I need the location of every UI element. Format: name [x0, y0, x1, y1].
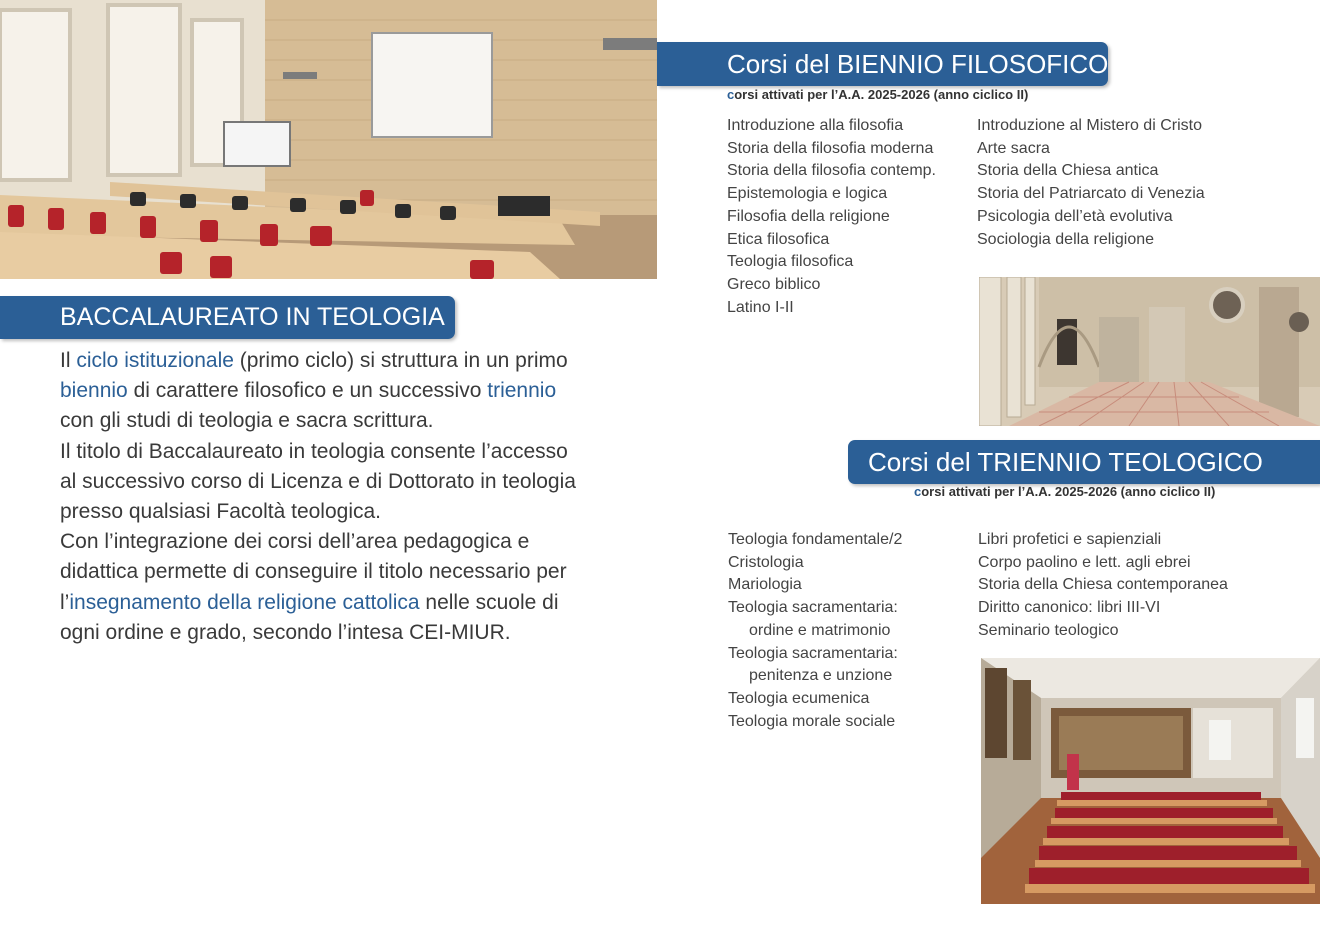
list-item: Latino I-II	[727, 298, 794, 316]
triennio-subtitle	[914, 484, 1215, 499]
list-item: Storia della filosofia moderna	[727, 139, 934, 157]
highlight-ciclo-istituzionale: ciclo istituzionale	[76, 349, 234, 372]
text-run: nelle scuole di ogni ordine e grado, secondo l’intesa CEI-MIUR.	[60, 590, 559, 644]
list-item: Mariologia	[728, 576, 802, 594]
cloister-photo	[979, 277, 1320, 426]
triennio-courses-col2	[978, 529, 1228, 643]
biennio-courses-col1	[727, 115, 936, 319]
biennio-subtitle	[727, 87, 1028, 102]
list-item: Libri profetici e sapienziali	[978, 531, 1162, 548]
triennio-title: Corsi del TRIENNIO TEOLOGICO	[868, 446, 1263, 477]
highlight-insegnamento-religione: insegnamento della religione cattolica	[69, 590, 420, 614]
subtitle-text: orsi attivati per l’A.A. 2025-2026 (anno ciclico II)	[921, 484, 1216, 499]
list-item: Teologia morale sociale	[728, 712, 896, 730]
biennio-title-banner	[657, 42, 1108, 86]
description-paragraph-2: Il titolo di Baccalaureato in teologia consente l’accesso al successivo corso di Licenza e di Dottorato in teologia presso qualsiasi Facoltà teologica.	[60, 439, 576, 524]
list-item: Teologia sacramentaria:	[728, 599, 898, 617]
list-item: Epistemologia e logica	[727, 185, 888, 203]
highlight-biennio: biennio	[60, 379, 128, 403]
list-item: Cristologia	[728, 553, 804, 571]
list-item: Storia della filosofia contemp.	[727, 162, 936, 180]
list-item: Corpo paolino e lett. agli ebrei	[978, 553, 1191, 571]
baccalaureato-description	[60, 346, 580, 648]
list-item: Introduzione al Mistero di Cristo	[977, 117, 1202, 134]
list-item: Storia del Patriarcato di Venezia	[977, 185, 1205, 203]
list-item: Sociologia della religione	[977, 230, 1155, 248]
subtitle-initial: c	[914, 484, 922, 499]
list-item: Diritto canonico: libri III-VI	[978, 599, 1161, 617]
text-run: di carattere filosofico e un successivo	[127, 379, 488, 403]
text-run: (primo ciclo) si struttura in un primo	[233, 349, 568, 372]
text-run: Il	[60, 349, 77, 372]
text-run: con gli studi di teologia e sacra scrittura.	[60, 409, 434, 433]
baccalaureato-title-banner	[0, 296, 455, 339]
subtitle-initial: c	[727, 87, 735, 102]
list-item: Greco biblico	[727, 275, 821, 293]
list-item: Teologia fondamentale/2	[728, 531, 903, 548]
list-item: Seminario teologico	[978, 621, 1119, 639]
list-item: Filosofia della religione	[727, 207, 890, 225]
biennio-title: Corsi del BIENNIO FILOSOFICO	[727, 48, 1109, 79]
list-item: Introduzione alla filosofia	[727, 117, 904, 134]
baccalaureato-title: BACCALAUREATO IN TEOLOGIA	[60, 303, 445, 331]
subtitle-text: orsi attivati per l’A.A. 2025-2026 (anno ciclico II)	[734, 87, 1029, 102]
list-item: penitenza e unzione	[749, 667, 893, 685]
list-item: Psicologia dell’età evolutiva	[977, 207, 1173, 225]
biennio-courses-col2	[977, 115, 1205, 251]
hall-photo	[981, 658, 1320, 904]
list-item: Teologia filosofica	[727, 253, 854, 271]
description-paragraph-3	[60, 527, 580, 648]
description-paragraph-1	[60, 346, 580, 437]
list-item: ordine e matrimonio	[749, 621, 891, 639]
classroom-photo	[0, 0, 657, 279]
list-item: Teologia sacramentaria:	[728, 644, 898, 662]
list-item: Storia della Chiesa antica	[977, 162, 1159, 180]
triennio-courses-col1	[728, 529, 902, 733]
text-run: Con l’integrazione dei corsi dell’area pedagogica e didattica permette di conseguire il titolo necessario per l’	[60, 530, 567, 614]
list-item: Arte sacra	[977, 139, 1050, 157]
list-item: Storia della Chiesa contemporanea	[978, 576, 1228, 594]
triennio-title-banner	[848, 440, 1320, 484]
list-item: Etica filosofica	[727, 230, 830, 248]
list-item: Teologia ecumenica	[728, 689, 870, 707]
highlight-triennio: triennio	[487, 379, 557, 403]
